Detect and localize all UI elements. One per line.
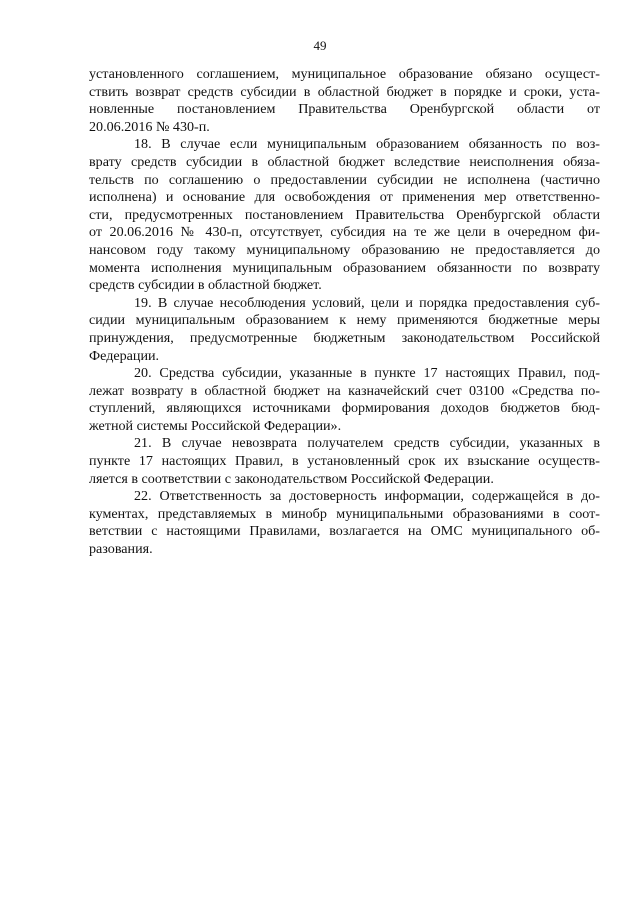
paragraph-p21: [89, 435, 600, 488]
paragraph-continuation: [89, 66, 600, 136]
text-line: 18. В случае если муниципальным образованием обязанность по воз-: [134, 136, 600, 153]
text-line: 21. В случае невозврата получателем средств субсидии, указанных в: [134, 435, 600, 452]
text-line: Федерации.: [89, 347, 160, 364]
text-line: врату средств субсидии в областной бюджет вследствие неисполнения обяза-: [89, 153, 600, 170]
text-line: ветствии с настоящими Правилами, возлагается на ОМС муниципального об-: [89, 523, 600, 540]
document-body: [89, 66, 600, 559]
page-number: 49: [313, 38, 327, 53]
text-line: ствить возврат средств субсидии в областной бюджет в порядке и сроки, уста-: [89, 83, 600, 100]
text-line: жетной системы Российской Федерации».: [89, 417, 342, 434]
text-line: новленные постановлением Правительства Оренбургской области от: [89, 101, 600, 118]
text-line: сти, предусмотренных постановлением Правительства Оренбургской области: [89, 206, 600, 223]
paragraph-p18: [89, 136, 600, 294]
text-line: нансовом году такому муниципальному образованию не предоставляется до: [89, 241, 600, 258]
text-line: 19. В случае несоблюдения условий, цели и порядка предоставления суб-: [134, 294, 600, 311]
text-line: тельств по соглашению о предоставлении субсидии не исполнена (частично: [89, 171, 600, 188]
text-line: от 20.06.2016 № 430-п, отсутствует, субсидия на те же цели в очередном фи-: [89, 224, 600, 241]
text-line: момента исполнения муниципальным образованием обязанности по возврату: [89, 259, 600, 276]
text-line: установленного соглашением, муниципальное образование обязано осущест-: [89, 66, 600, 82]
paragraph-p19: [89, 295, 600, 365]
paragraph-p22: [89, 488, 600, 558]
text-line: пункте 17 настоящих Правил, в установленный срок их взыскание осуществ-: [89, 453, 600, 470]
text-line: 20.06.2016 № 430-п.: [89, 118, 210, 135]
text-line: ляется в соответствии с законодательством Российской Федерации.: [89, 470, 494, 487]
text-line: кументах, представляемых в минобр муниципальными образованиями в соот-: [89, 505, 600, 522]
text-line: ступлений, являющихся источниками формирования доходов бюджетов бюд-: [89, 400, 600, 417]
text-line: лежат возврату в областной бюджет на казначейский счет 03100 «Средства по-: [89, 382, 600, 399]
text-line: исполнена) и основание для освобождения от применения мер ответственно-: [89, 189, 600, 206]
text-line: разования.: [89, 541, 153, 558]
text-line: принуждения, предусмотренные бюджетным законодательством Российской: [89, 329, 600, 346]
text-line: средств субсидии в областной бюджет.: [89, 277, 322, 294]
paragraph-p20: [89, 365, 600, 435]
text-line: сидии муниципальным образованием к нему применяются бюджетные меры: [89, 312, 600, 329]
text-line: 20. Средства субсидии, указанные в пункте 17 настоящих Правил, под-: [134, 365, 600, 382]
text-line: 22. Ответственность за достоверность информации, содержащейся в до-: [134, 488, 600, 505]
